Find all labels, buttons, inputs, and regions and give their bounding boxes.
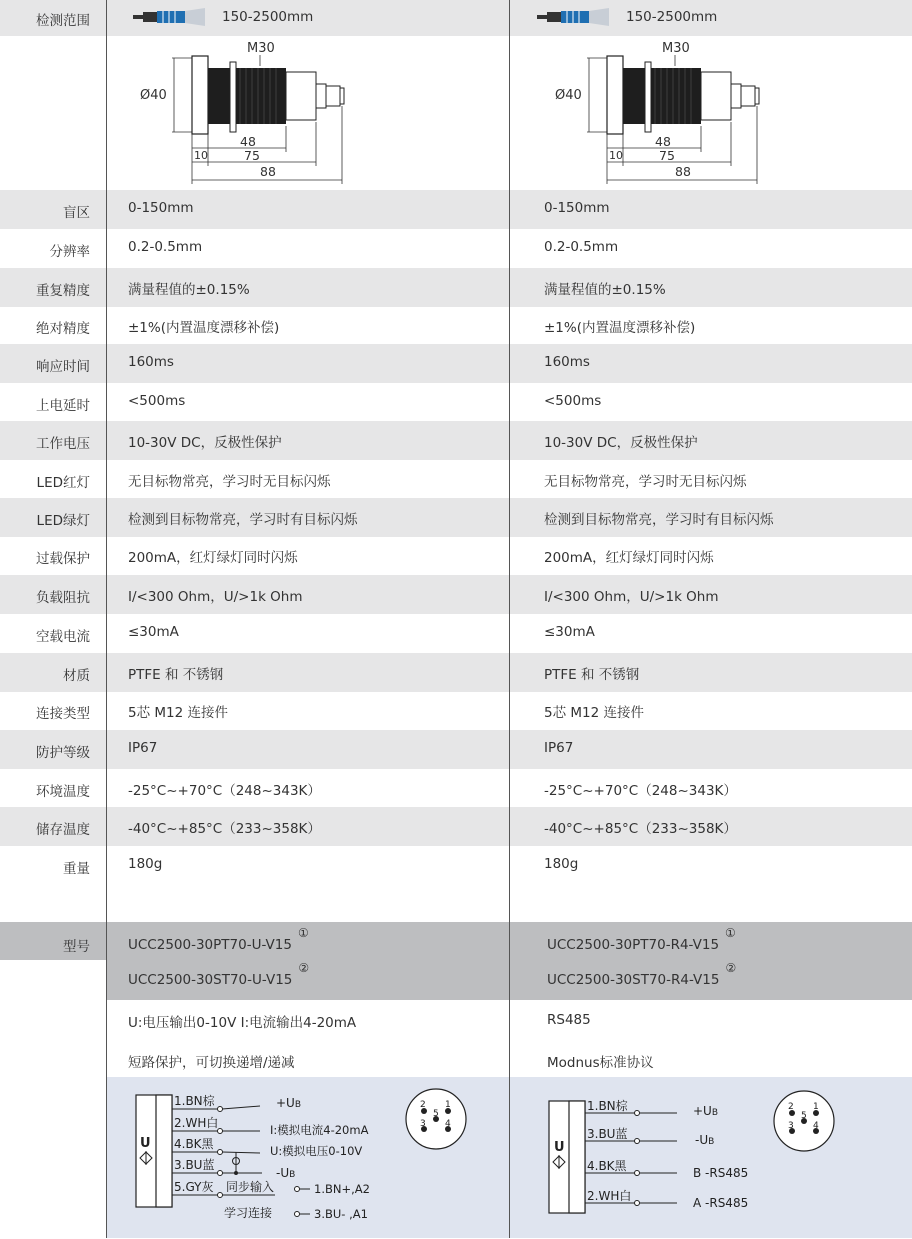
detection-range-1: 150-2500mm [222,9,314,25]
spec-value-1: -25°C~+70°C（248~343K） [128,783,321,799]
spec-label: LED绿灯 [36,513,90,529]
thread-label: M30 [662,41,690,56]
svg-text:4.BK黑: 4.BK黑 [587,1159,627,1173]
svg-text:-UB: -UB [276,1166,296,1180]
spec-label: 重复精度 [36,283,90,299]
spec-label: 负载阻抗 [36,590,90,606]
svg-text:+UB: +UB [276,1096,302,1110]
spec-value-1: PTFE 和 不锈钢 [128,667,224,683]
svg-text:4.BK黑: 4.BK黑 [174,1137,214,1151]
svg-text:2.WH白: 2.WH白 [587,1189,632,1203]
svg-text:学习连接: 学习连接 [224,1206,273,1220]
dim-10-label: 10 [609,149,623,162]
spec-value-1: 10-30V DC，反极性保护 [128,435,282,451]
spec-value-2: ±1%(内置温度漂移补偿) [544,320,696,336]
spec-value-1: ≤30mA [128,624,179,640]
spec-label: 环境温度 [36,784,90,800]
spec-value-2: 180g [544,856,579,872]
spec-value-2: -40°C~+85°C（233~358K） [544,821,737,837]
svg-text:1: 1 [445,1100,451,1110]
connector-pinout-2 [774,1091,834,1151]
spec-value-2: 0.2-0.5mm [544,239,619,255]
spec-value-2: 5芯 M12 连接件 [544,705,644,721]
detection-range-2: 150-2500mm [626,9,718,25]
connector-pinout-1 [406,1089,466,1149]
spec-label: 材质 [63,668,90,684]
spec-value-2: PTFE 和 不锈钢 [544,667,640,683]
wiring-diagram-2 [545,1085,845,1239]
model-code-2b: UCC2500-30ST70-R4-V15② [547,961,737,988]
spec-value-2: I/<300 Ohm，U/>1k Ohm [544,589,719,605]
svg-text:+UB: +UB [693,1104,719,1118]
svg-text:3.BU蓝: 3.BU蓝 [174,1158,215,1172]
svg-text:1.BN棕: 1.BN棕 [587,1099,628,1113]
spec-value-2: ≤30mA [544,624,595,640]
svg-text:U:模拟电压0-10V: U:模拟电压0-10V [270,1144,363,1158]
svg-text:3: 3 [788,1121,794,1131]
spec-label: 响应时间 [36,359,90,375]
wiring-diagram-1 [130,1085,500,1239]
svg-text:B -RS485: B -RS485 [693,1166,749,1180]
spec-value-1: -40°C~+85°C（233~358K） [128,821,321,837]
model-code-1a: UCC2500-30PT70-U-V15① [128,926,309,953]
svg-text:-UB: -UB [695,1133,715,1147]
model-code-1b: UCC2500-30ST70-U-V15② [128,961,310,988]
spec-label: 绝对精度 [36,321,90,337]
output-1-line2: 短路保护，可切换递增/递减 [128,1055,295,1071]
dim-10-label: 10 [194,149,208,162]
spec-value-1: IP67 [128,740,158,756]
spec-value-1: 0.2-0.5mm [128,239,203,255]
sensor-icon-1 [133,8,209,30]
spec-label: LED红灯 [36,475,90,491]
column-divider-right [509,0,510,1238]
svg-text:5: 5 [801,1111,807,1121]
spec-value-2: 满量程值的±0.15% [544,282,666,298]
dimension-drawing-1 [140,36,360,190]
dim-75-label: 75 [244,148,260,163]
spec-value-2: 160ms [544,354,590,370]
svg-text:I:模拟电流4-20mA: I:模拟电流4-20mA [270,1123,369,1137]
spec-value-1: I/<300 Ohm，U/>1k Ohm [128,589,303,605]
mark-2: ② [298,961,310,975]
model-code-2a: UCC2500-30PT70-R4-V15① [547,926,736,953]
svg-text:A -RS485: A -RS485 [693,1196,749,1210]
dim-48-label: 48 [240,134,256,149]
mark-1: ① [297,926,309,940]
mark-2: ② [725,961,737,975]
spec-label: 分辨率 [49,244,90,260]
spec-label: 连接类型 [36,706,90,722]
svg-text:4: 4 [445,1119,451,1129]
spec-value-2: 无目标物常亮，学习时无目标闪烁 [544,474,747,490]
spec-value-2: 10-30V DC，反极性保护 [544,435,698,451]
spec-label: 上电延时 [36,398,90,414]
detection-range-label: 检测范围 [36,13,90,29]
spec-label: 防护等级 [36,745,90,761]
spec-value-1: 180g [128,856,163,872]
output-1-line1: U:电压输出0-10V I:电流输出4-20mA [128,1015,357,1031]
diameter-label: Ø40 [555,88,582,103]
column-divider-left [106,0,107,1238]
thread-label: M30 [247,41,275,56]
dim-88-label: 88 [260,164,276,179]
spec-value-2: 0-150mm [544,200,610,216]
spec-value-1: 0-150mm [128,200,194,216]
svg-text:2: 2 [420,1100,426,1110]
svg-text:5: 5 [433,1109,439,1119]
dimension-drawing-2 [555,36,775,190]
spec-label: 工作电压 [36,436,90,452]
svg-text:1: 1 [813,1102,819,1112]
svg-text:5.GY灰: 5.GY灰 [174,1180,214,1194]
svg-text:2: 2 [788,1102,794,1112]
mark-1: ① [725,926,736,940]
spec-value-2: 检测到目标物常亮，学习时有目标闪烁 [544,512,774,528]
svg-text:同步输入: 同步输入 [226,1180,275,1194]
spec-value-1: 160ms [128,354,174,370]
dim-88-label: 88 [675,164,691,179]
svg-text:1.BN棕: 1.BN棕 [174,1094,215,1108]
svg-text:3.BU蓝: 3.BU蓝 [587,1127,628,1141]
spec-label: 重量 [63,861,90,877]
diameter-label: Ø40 [140,88,167,103]
spec-value-2: 200mA，红灯绿灯同时闪烁 [544,550,714,566]
spec-value-2: -25°C~+70°C（248~343K） [544,783,737,799]
model-label: 型号 [63,939,90,955]
dim-48-label: 48 [655,134,671,149]
spec-label: 盲区 [63,205,90,221]
sensor-letter: U [140,1136,151,1151]
sensor-icon-2 [537,8,613,30]
svg-text:1.BN+,A2: 1.BN+,A2 [314,1182,370,1196]
spec-value-1: ±1%(内置温度漂移补偿) [128,320,280,336]
spec-label: 空载电流 [36,629,90,645]
spec-value-1: 5芯 M12 连接件 [128,705,228,721]
output-2-line2: Modnus标准协议 [547,1055,654,1071]
spec-label: 过载保护 [36,551,90,567]
spec-value-1: 200mA，红灯绿灯同时闪烁 [128,550,298,566]
sensor-letter: U [554,1140,565,1155]
output-2-line1: RS485 [547,1012,591,1028]
spec-value-1: <500ms [128,393,186,409]
svg-text:4: 4 [813,1121,819,1131]
svg-text:2.WH白: 2.WH白 [174,1116,219,1130]
svg-text:3.BU- ,A1: 3.BU- ,A1 [314,1207,368,1221]
spec-label: 储存温度 [36,822,90,838]
spec-value-1: 满量程值的±0.15% [128,282,250,298]
spec-value-2: IP67 [544,740,574,756]
svg-text:3: 3 [420,1119,426,1129]
dim-75-label: 75 [659,148,675,163]
spec-value-1: 无目标物常亮，学习时无目标闪烁 [128,474,331,490]
spec-value-1: 检测到目标物常亮，学习时有目标闪烁 [128,512,358,528]
spec-value-2: <500ms [544,393,602,409]
